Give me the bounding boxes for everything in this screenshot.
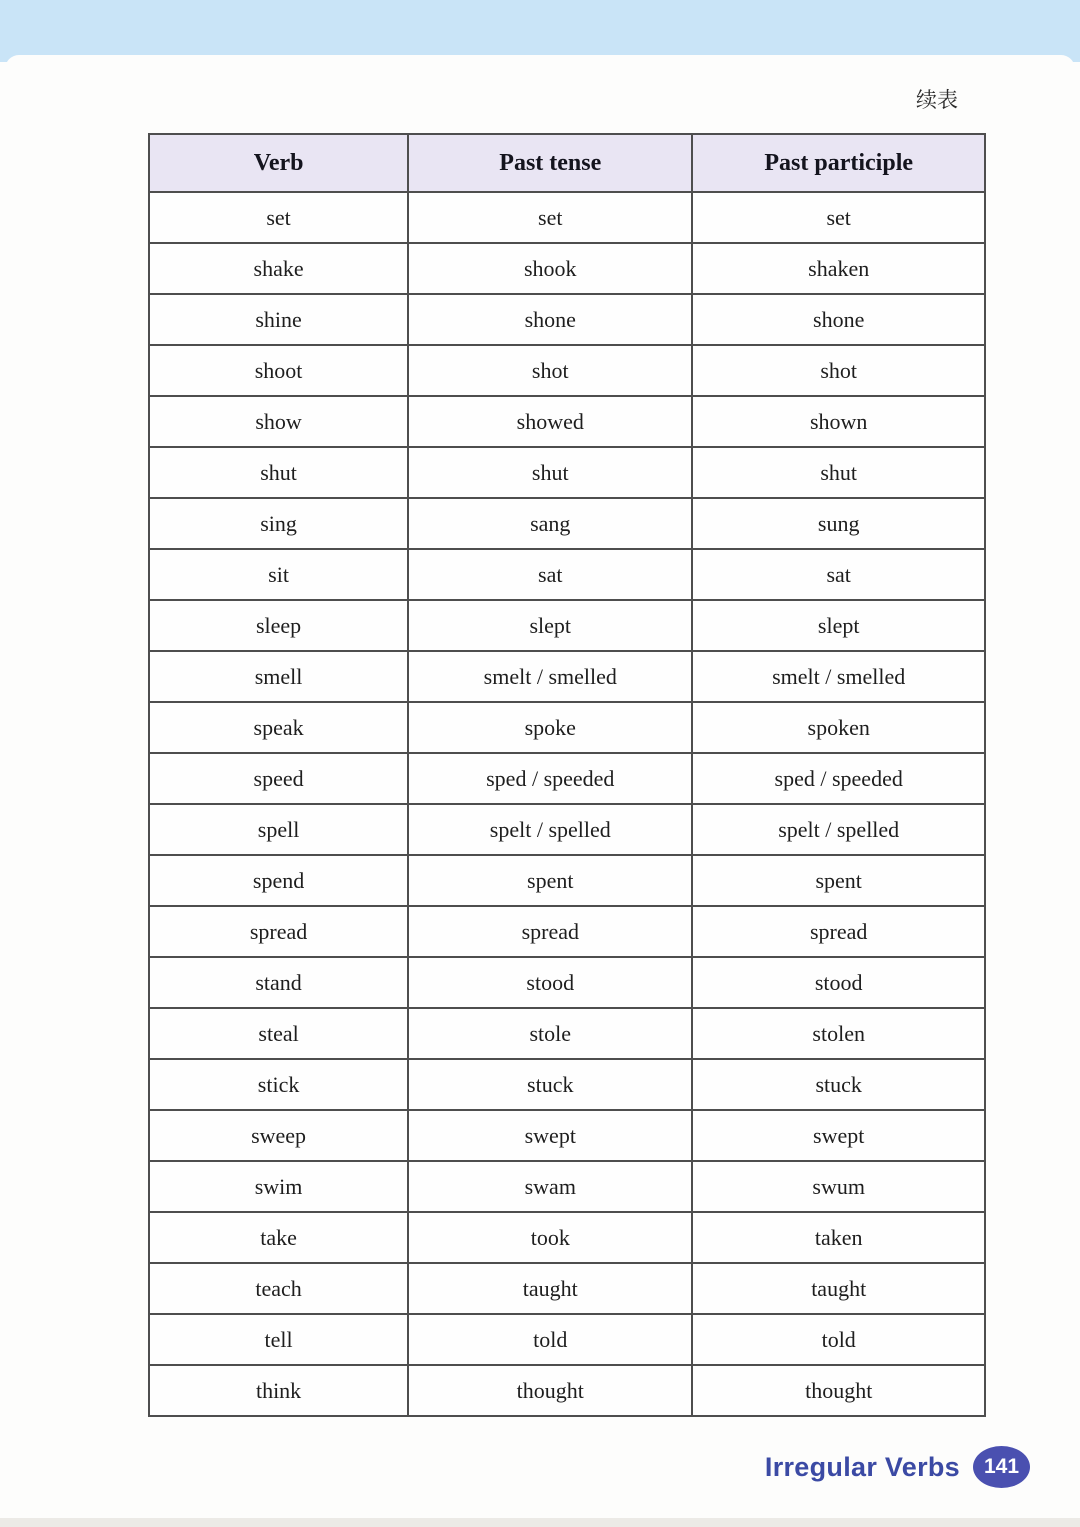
table-cell: told xyxy=(408,1314,692,1365)
table-cell: stood xyxy=(408,957,692,1008)
footer-section-title: Irregular Verbs xyxy=(764,1451,960,1482)
table-cell: stick xyxy=(149,1059,408,1110)
table-cell: thought xyxy=(408,1365,692,1416)
table-row xyxy=(149,600,985,651)
table-cell: spelt / spelled xyxy=(408,804,692,855)
table-cell: spent xyxy=(408,855,692,906)
table-row xyxy=(149,396,985,447)
irregular-verbs-table xyxy=(148,133,986,1417)
table-cell: spread xyxy=(692,906,985,957)
table-cell: sweep xyxy=(149,1110,408,1161)
table-row xyxy=(149,906,985,957)
table-cell: shook xyxy=(408,243,692,294)
table-cell: set xyxy=(692,192,985,243)
table-cell: stolen xyxy=(692,1008,985,1059)
table-cell: shone xyxy=(692,294,985,345)
table-cell: sat xyxy=(692,549,985,600)
table-cell: shut xyxy=(408,447,692,498)
table-row xyxy=(149,498,985,549)
page-number-badge: 141 xyxy=(973,1446,1030,1488)
table-row xyxy=(149,345,985,396)
table-cell: shot xyxy=(692,345,985,396)
table-cell: sat xyxy=(408,549,692,600)
table-cell: shot xyxy=(408,345,692,396)
table-cell: spread xyxy=(408,906,692,957)
table-cell: shaken xyxy=(692,243,985,294)
header-cell-past-participle: Past participle xyxy=(692,134,985,192)
table-cell: swum xyxy=(692,1161,985,1212)
table-cell: told xyxy=(692,1314,985,1365)
table-cell: spent xyxy=(692,855,985,906)
table-cell: showed xyxy=(408,396,692,447)
table-row xyxy=(149,651,985,702)
table-row xyxy=(149,192,985,243)
table-cell: shown xyxy=(692,396,985,447)
table-cell: swam xyxy=(408,1161,692,1212)
table-cell: stood xyxy=(692,957,985,1008)
table-cell: shoot xyxy=(149,345,408,396)
table-cell: sleep xyxy=(149,600,408,651)
table-cell: shut xyxy=(149,447,408,498)
table-row xyxy=(149,1212,985,1263)
table-cell: spend xyxy=(149,855,408,906)
table-cell: shake xyxy=(149,243,408,294)
table-row xyxy=(149,1314,985,1365)
table-cell: take xyxy=(149,1212,408,1263)
table-cell: thought xyxy=(692,1365,985,1416)
table-cell: taught xyxy=(408,1263,692,1314)
table-row xyxy=(149,243,985,294)
table-cell: shut xyxy=(692,447,985,498)
table-cell: stuck xyxy=(692,1059,985,1110)
table-cell: show xyxy=(149,396,408,447)
table-cell: spread xyxy=(149,906,408,957)
table-cell: spell xyxy=(149,804,408,855)
table-cell: sung xyxy=(692,498,985,549)
table-cell: sit xyxy=(149,549,408,600)
continued-table-label: 续表 xyxy=(916,89,958,112)
table-body xyxy=(149,192,985,1416)
table-row xyxy=(149,1110,985,1161)
top-banner xyxy=(0,0,1080,62)
table-row xyxy=(149,1263,985,1314)
table-cell: tell xyxy=(149,1314,408,1365)
table-cell: sang xyxy=(408,498,692,549)
table-row xyxy=(149,1059,985,1110)
table-cell: smelt / smelled xyxy=(408,651,692,702)
table-row xyxy=(149,855,985,906)
table-cell: sped / speeded xyxy=(408,753,692,804)
table-cell: swept xyxy=(692,1110,985,1161)
table-row xyxy=(149,447,985,498)
table-row xyxy=(149,1161,985,1212)
table-cell: slept xyxy=(408,600,692,651)
table-cell: sing xyxy=(149,498,408,549)
table-cell: think xyxy=(149,1365,408,1416)
table-cell: took xyxy=(408,1212,692,1263)
table-cell: smell xyxy=(149,651,408,702)
table-row xyxy=(149,1008,985,1059)
table-cell: steal xyxy=(149,1008,408,1059)
header-cell-past-tense: Past tense xyxy=(408,134,692,192)
table-cell: spoken xyxy=(692,702,985,753)
table-cell: stuck xyxy=(408,1059,692,1110)
table-cell: speak xyxy=(149,702,408,753)
table-cell: stand xyxy=(149,957,408,1008)
table-cell: swim xyxy=(149,1161,408,1212)
header-cell-verb: Verb xyxy=(149,134,408,192)
table-row xyxy=(149,804,985,855)
table-cell: set xyxy=(408,192,692,243)
table-row xyxy=(149,294,985,345)
bottom-edge xyxy=(0,1518,1080,1527)
table-cell: spoke xyxy=(408,702,692,753)
table-cell: sped / speeded xyxy=(692,753,985,804)
table-cell: smelt / smelled xyxy=(692,651,985,702)
table-cell: swept xyxy=(408,1110,692,1161)
table-cell: set xyxy=(149,192,408,243)
table-cell: stole xyxy=(408,1008,692,1059)
table-cell: teach xyxy=(149,1263,408,1314)
table-row xyxy=(149,549,985,600)
table-row xyxy=(149,1365,985,1416)
table-header-row xyxy=(149,134,985,192)
table-cell: taken xyxy=(692,1212,985,1263)
table-cell: shone xyxy=(408,294,692,345)
table-row xyxy=(149,957,985,1008)
table-row xyxy=(149,753,985,804)
table-cell: taught xyxy=(692,1263,985,1314)
table-cell: slept xyxy=(692,600,985,651)
page-footer xyxy=(765,1446,1030,1488)
table-row xyxy=(149,702,985,753)
table-cell: shine xyxy=(149,294,408,345)
table-cell: speed xyxy=(149,753,408,804)
table-cell: spelt / spelled xyxy=(692,804,985,855)
